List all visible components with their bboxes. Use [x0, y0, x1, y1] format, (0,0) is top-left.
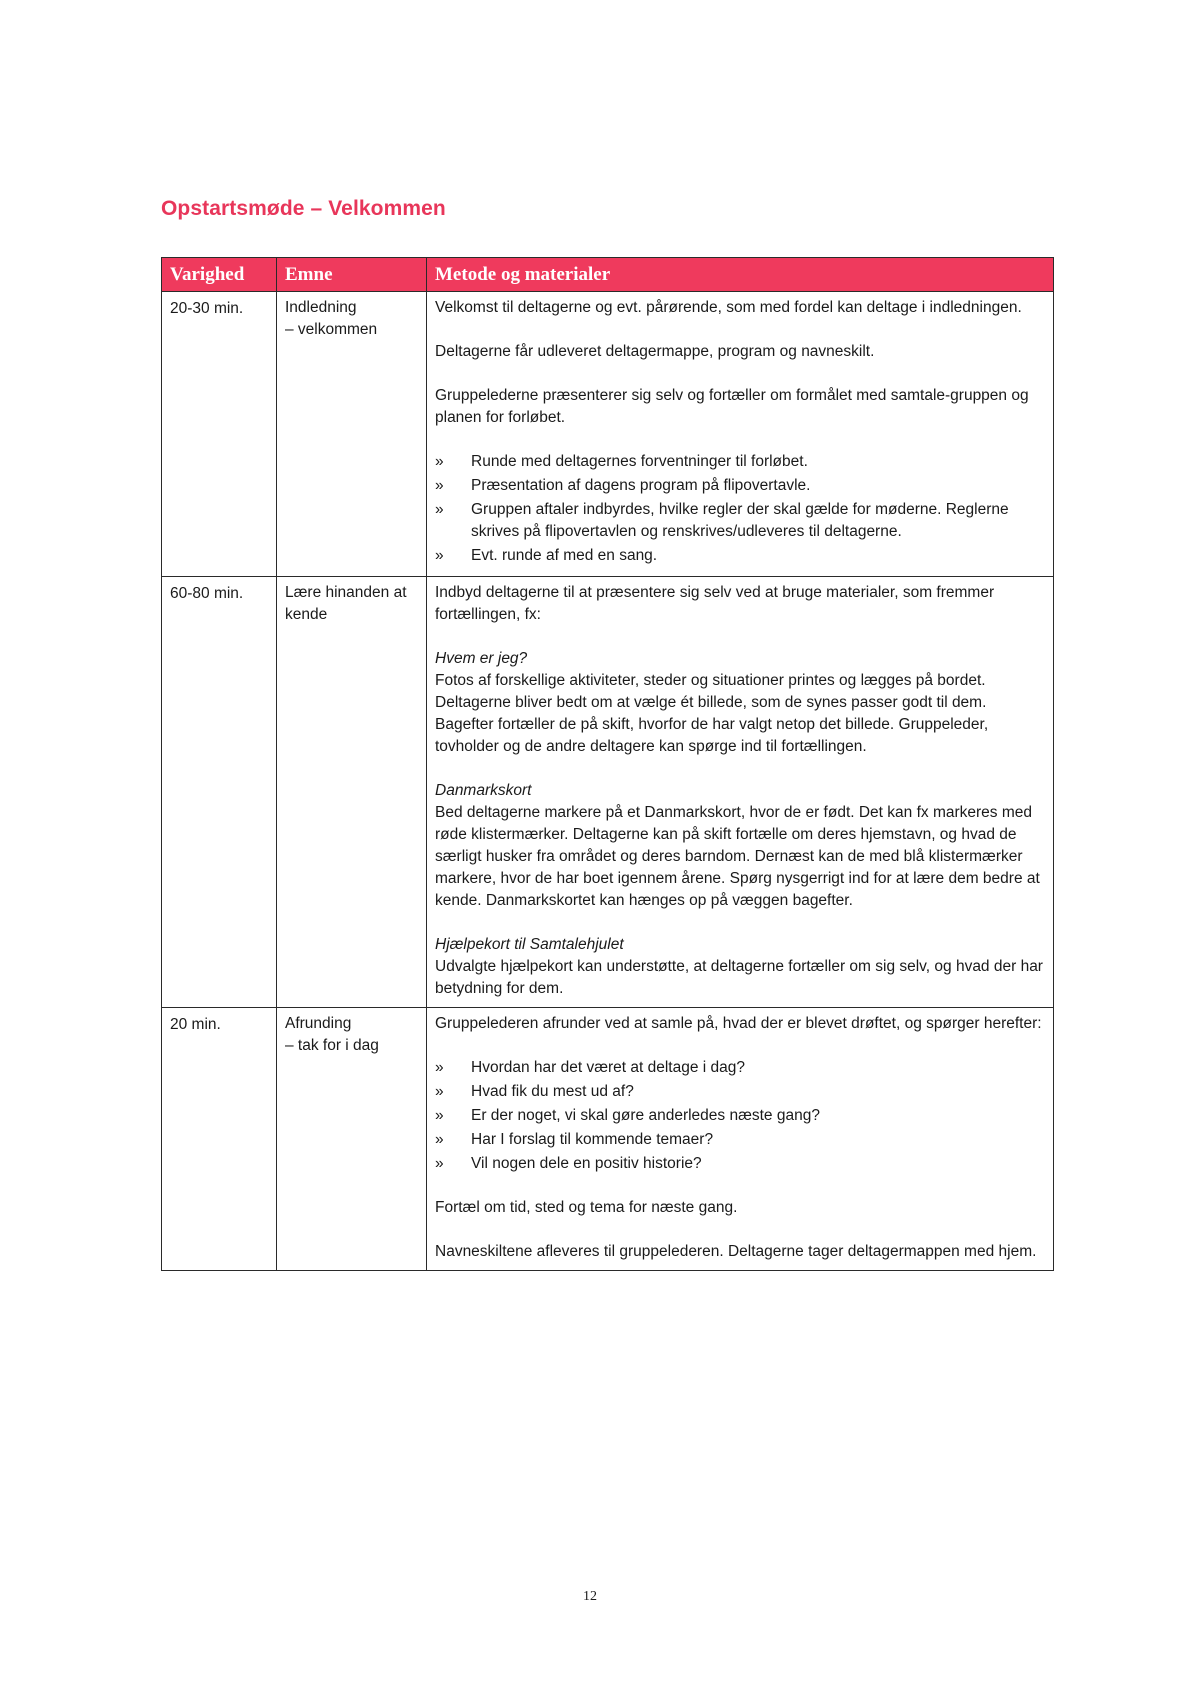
list-item-text: Hvordan har det været at deltage i dag? — [471, 1059, 746, 1076]
table-row — [162, 292, 1054, 577]
list-item-text: Har I forslag til kommende temaer? — [471, 1131, 714, 1148]
topic-cell — [277, 1008, 427, 1271]
list-item — [435, 499, 1045, 543]
paragraph: Gruppelederne præsenterer sig selv og fortæller om formålet med samtale-gruppen og planen for forløbet. — [435, 387, 1029, 426]
activity-text: Fotos af forskellige aktiviteter, steder og situationer printes og lægges på bordet. Deltagerne bliver bedt om at vælge ét billede, som de synes passer godt til dem. Bagefter fortæller de på skift, hvorfor de har valgt netop det billede. Gruppeleder, tovholder og de andre deltagere kan spørge ind til fortællingen. — [435, 672, 989, 755]
list-item — [435, 451, 1045, 473]
duration-cell: 20 min. — [162, 1008, 277, 1271]
bullet-marker: » — [435, 547, 444, 564]
bullet-marker: » — [435, 477, 444, 494]
paragraph: Navneskiltene afleveres til gruppelederen. Deltagerne tager deltagermappen med hjem. — [435, 1243, 1037, 1260]
topic-cell: Lære hinanden at kende — [277, 577, 427, 1008]
method-cell — [427, 1008, 1054, 1271]
method-cell — [427, 577, 1054, 1008]
list-item — [435, 1129, 1045, 1151]
list-item-text: Hvad fik du mest ud af? — [471, 1083, 634, 1100]
activity-title: Danmarkskort — [435, 782, 532, 799]
list-item — [435, 475, 1045, 497]
duration-cell: 60-80 min. — [162, 577, 277, 1008]
method-cell — [427, 292, 1054, 577]
list-item — [435, 545, 1045, 567]
bullet-list — [435, 1057, 1045, 1175]
list-item — [435, 1081, 1045, 1103]
session-plan-table — [161, 257, 1054, 1271]
list-item-text: Vil nogen dele en positiv historie? — [471, 1155, 702, 1172]
topic-line: Indledning — [285, 299, 357, 316]
topic-line: Afrunding — [285, 1015, 352, 1032]
paragraph: Deltagerne får udleveret deltagermappe, program og navneskilt. — [435, 343, 875, 360]
bullet-marker: » — [435, 1155, 444, 1172]
bullet-marker: » — [435, 453, 444, 470]
topic-cell — [277, 292, 427, 577]
bullet-marker: » — [435, 1083, 444, 1100]
activity-title: Hjælpekort til Samtalehjulet — [435, 936, 624, 953]
list-item — [435, 1057, 1045, 1079]
topic-line: – velkommen — [285, 321, 378, 338]
activity-text: Bed deltagerne markere på et Danmarkskort, hvor de er født. Det kan fx markeres med røde klistermærker. Deltagerne kan på skift fortælle om deres hjemstavn, og hvad de særligt husker fra området og deres barndom. Dernæst kan de med blå klistermærker markere, hvor de har boet igennem årene. Spørg nysgerrigt ind for at lære dem bedre at kende. Danmarkskortet kan hænges op på væggen bagefter. — [435, 804, 1040, 909]
activity-section — [435, 934, 1045, 1000]
topic-line: – tak for i dag — [285, 1037, 379, 1054]
bullet-marker: » — [435, 1107, 444, 1124]
table-row — [162, 1008, 1054, 1271]
header-topic: Emne — [277, 258, 427, 292]
header-duration: Varighed — [162, 258, 277, 292]
paragraph: Gruppelederen afrunder ved at samle på, hvad der er blevet drøftet, og spørger herefter: — [435, 1015, 1042, 1032]
bullet-list — [435, 451, 1045, 567]
table-header-row — [162, 258, 1054, 292]
page-title: Opstartsmøde – Velkommen — [161, 197, 446, 220]
list-item-text: Er der noget, vi skal gøre anderledes næste gang? — [471, 1107, 820, 1124]
paragraph: Velkomst til deltagerne og evt. pårørende, som med fordel kan deltage i indledningen. — [435, 299, 1022, 316]
list-item-text: Evt. runde af med en sang. — [471, 547, 658, 564]
page-number: 12 — [583, 1589, 597, 1604]
activity-title: Hvem er jeg? — [435, 650, 528, 667]
activity-text: Udvalgte hjælpekort kan understøtte, at deltagerne fortæller om sig selv, og hvad der har betydning for dem. — [435, 958, 1043, 997]
activity-section — [435, 648, 1045, 758]
bullet-marker: » — [435, 501, 444, 518]
paragraph: Fortæl om tid, sted og tema for næste gang. — [435, 1199, 738, 1216]
list-item-text: Runde med deltagernes forventninger til forløbet. — [471, 453, 808, 470]
list-item — [435, 1105, 1045, 1127]
list-item — [435, 1153, 1045, 1175]
header-method: Metode og materialer — [427, 258, 1054, 292]
paragraph: Indbyd deltagerne til at præsentere sig selv ved at bruge materialer, som fremmer fortællingen, fx: — [435, 584, 995, 623]
bullet-marker: » — [435, 1131, 444, 1148]
activity-section — [435, 780, 1045, 912]
bullet-marker: » — [435, 1059, 444, 1076]
duration-cell: 20-30 min. — [162, 292, 277, 577]
list-item-text: Præsentation af dagens program på flipovertavle. — [471, 477, 811, 494]
list-item-text: Gruppen aftaler indbyrdes, hvilke regler der skal gælde for møderne. Reglerne skrives på flipovertavlen og renskrives/udleveres til deltagerne. — [471, 501, 1009, 540]
table-row — [162, 577, 1054, 1008]
